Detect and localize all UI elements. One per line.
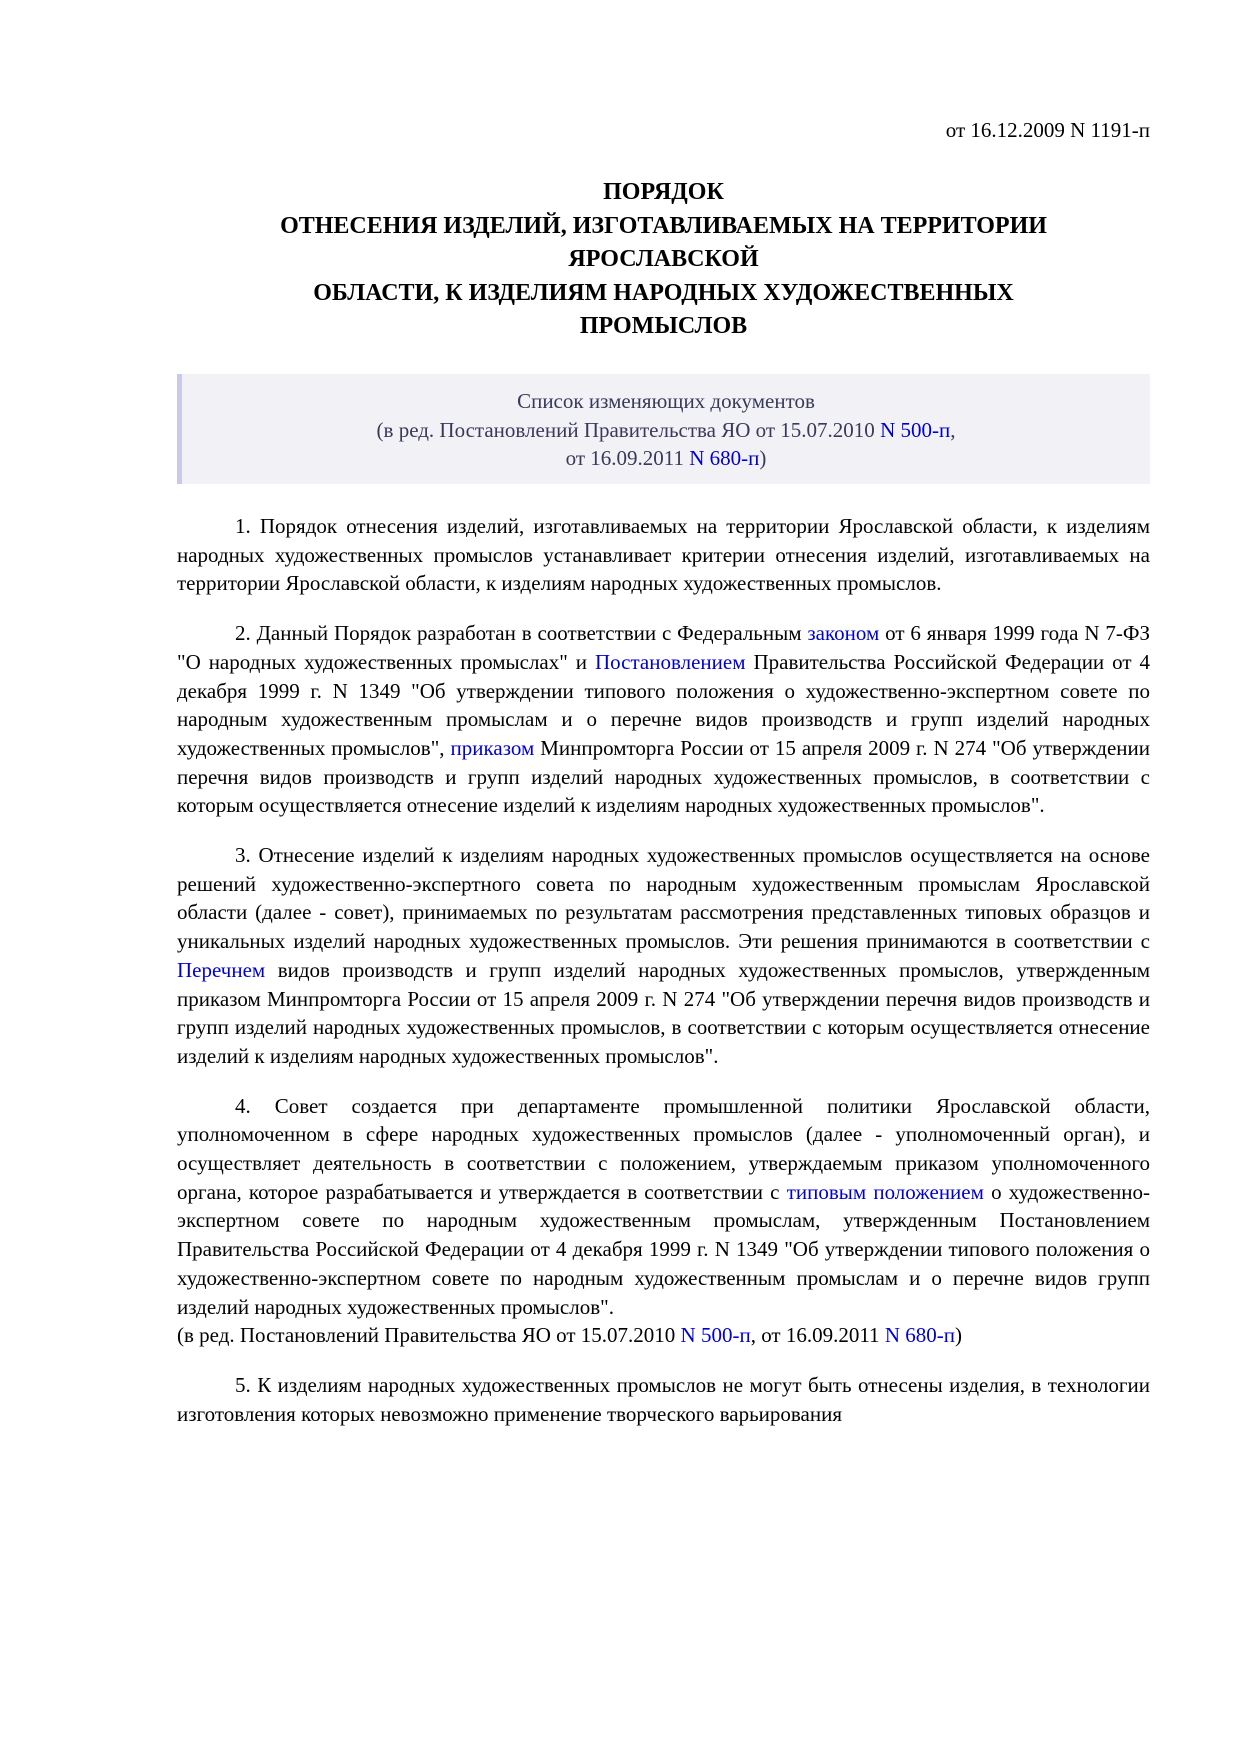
link-n680[interactable]: N 680-п xyxy=(884,1323,955,1348)
paragraph-2 xyxy=(177,619,1150,820)
text: 3. Отнесение изделий к изделиям народных художественных промыслов осуществляется на основе решений художественно-экспертного совета по народным художественным промыслам Ярославской области (далее - совет), принимаемых по результатам рассмотрения представленных типовых образцов и уникальных изделий народных художественных промыслов. Эти решения принимаются в соответствии с xyxy=(177,843,1150,954)
title-line: ОБЛАСТИ, К ИЗДЕЛИЯМ НАРОДНЫХ ХУДОЖЕСТВЕННЫХ xyxy=(313,279,1014,306)
title-line: ОТНЕСЕНИЯ ИЗДЕЛИЙ, ИЗГОТАВЛИВАЕМЫХ НА ТЕРРИТОРИИ xyxy=(280,212,1047,239)
paragraph-3 xyxy=(177,841,1150,1071)
text: от 6 января 1999 года N 7-ФЗ "О народных художественных промыслах" и xyxy=(177,621,1150,674)
link-list[interactable]: Перечнем xyxy=(177,957,266,982)
document-date-number: от 16.12.2009 N 1191-п xyxy=(945,118,1150,142)
changes-line xyxy=(182,416,1150,445)
text: видов производств и групп изделий народных художественных промыслов, утвержденным приказом Минпромторга России от 15 апреля 2009 г. N 274 "Об утверждении перечня видов производств и групп изделий народных художественных промыслов, в соответствии с которым осуществляется отнесение изделий к изделиям народных художественных промыслов". xyxy=(177,957,1150,1068)
title-line: ЯРОСЛАВСКОЙ xyxy=(568,246,759,272)
text: , от 16.09.2011 xyxy=(750,1323,885,1348)
title-line: ПРОМЫСЛОВ xyxy=(579,313,748,339)
paragraph-5: 5. К изделиям народных художественных промыслов не могут быть отнесены изделия, в технологии изготовления которых невозможно применение творческого варьирования xyxy=(177,1372,1150,1426)
changes-text: , xyxy=(950,417,956,442)
paragraph-4-amendment xyxy=(177,1321,1150,1350)
paragraph-1: 1. Порядок отнесения изделий, изготавливаемых на территории Ярославской области, к изделиям народных художественных промыслов устанавливает критерии отнесения изделий, изготавливаемых на территории Ярославской области, к изделиям народных художественных промыслов. xyxy=(177,514,1150,596)
changes-text: (в ред. Постановлений Правительства ЯО от 15.07.2010 xyxy=(376,417,881,442)
link-model-regulation[interactable]: типовым положением xyxy=(786,1179,984,1204)
changes-line xyxy=(182,444,1150,473)
text: 2. Данный Порядок разработан в соответствии с Федеральным xyxy=(235,621,808,646)
link-n500[interactable]: N 500-п xyxy=(880,417,951,442)
text: (в ред. Постановлений Правительства ЯО от 15.07.2010 xyxy=(177,1323,681,1348)
changes-box xyxy=(177,374,1150,484)
link-n500[interactable]: N 500-п xyxy=(680,1323,751,1348)
changes-text: от 16.09.2011 xyxy=(565,446,690,470)
text: ) xyxy=(954,1323,962,1348)
link-resolution[interactable]: Постановлением xyxy=(594,649,746,674)
title-line: ПОРЯДОК xyxy=(603,179,724,205)
paragraph-4 xyxy=(177,1092,1150,1322)
text: 4. Совет создается при департаменте промышленной политики Ярославской области, уполномоченном в сфере народных художественных промыслов (далее - уполномоченный орган), и осуществляет деятельность в соответствии с положением, утверждаемым приказом уполномоченного органа, которое разрабатывается и утверждается в соответствии с xyxy=(177,1093,1150,1204)
changes-heading: Список изменяющих документов xyxy=(517,389,815,413)
link-federal-law[interactable]: законом xyxy=(807,621,880,646)
text: Правительства Российской Федерации от 4 декабря 1999 г. N 1349 "Об утверждении типового положения о художественно-экспертном совете по народным художественным промыслам и о перечне видов производств и групп изделий народных художественных промыслов", xyxy=(177,649,1150,760)
changes-text: ) xyxy=(759,446,767,470)
document-body xyxy=(177,512,1150,1449)
link-n680[interactable]: N 680-п xyxy=(689,446,760,470)
text: о художественно-экспертном совете по народным художественным промыслам, утвержденным Постановлением Правительства Российской Федерации от 4 декабря 1999 г. N 1349 "Об утверждении типового положения о художественно-экспертном совете по народным художественным промыслам и о перечне видов групп изделий народных художественных промыслов". xyxy=(177,1179,1150,1319)
text: Минпромторга России от 15 апреля 2009 г. N 274 "Об утверждении перечня видов производств и групп изделий народных художественных промыслов, в соответствии с которым осуществляется отнесение изделий к изделиям народных художественных промыслов". xyxy=(177,735,1150,818)
document-title xyxy=(177,176,1150,344)
link-order[interactable]: приказом xyxy=(450,735,535,760)
